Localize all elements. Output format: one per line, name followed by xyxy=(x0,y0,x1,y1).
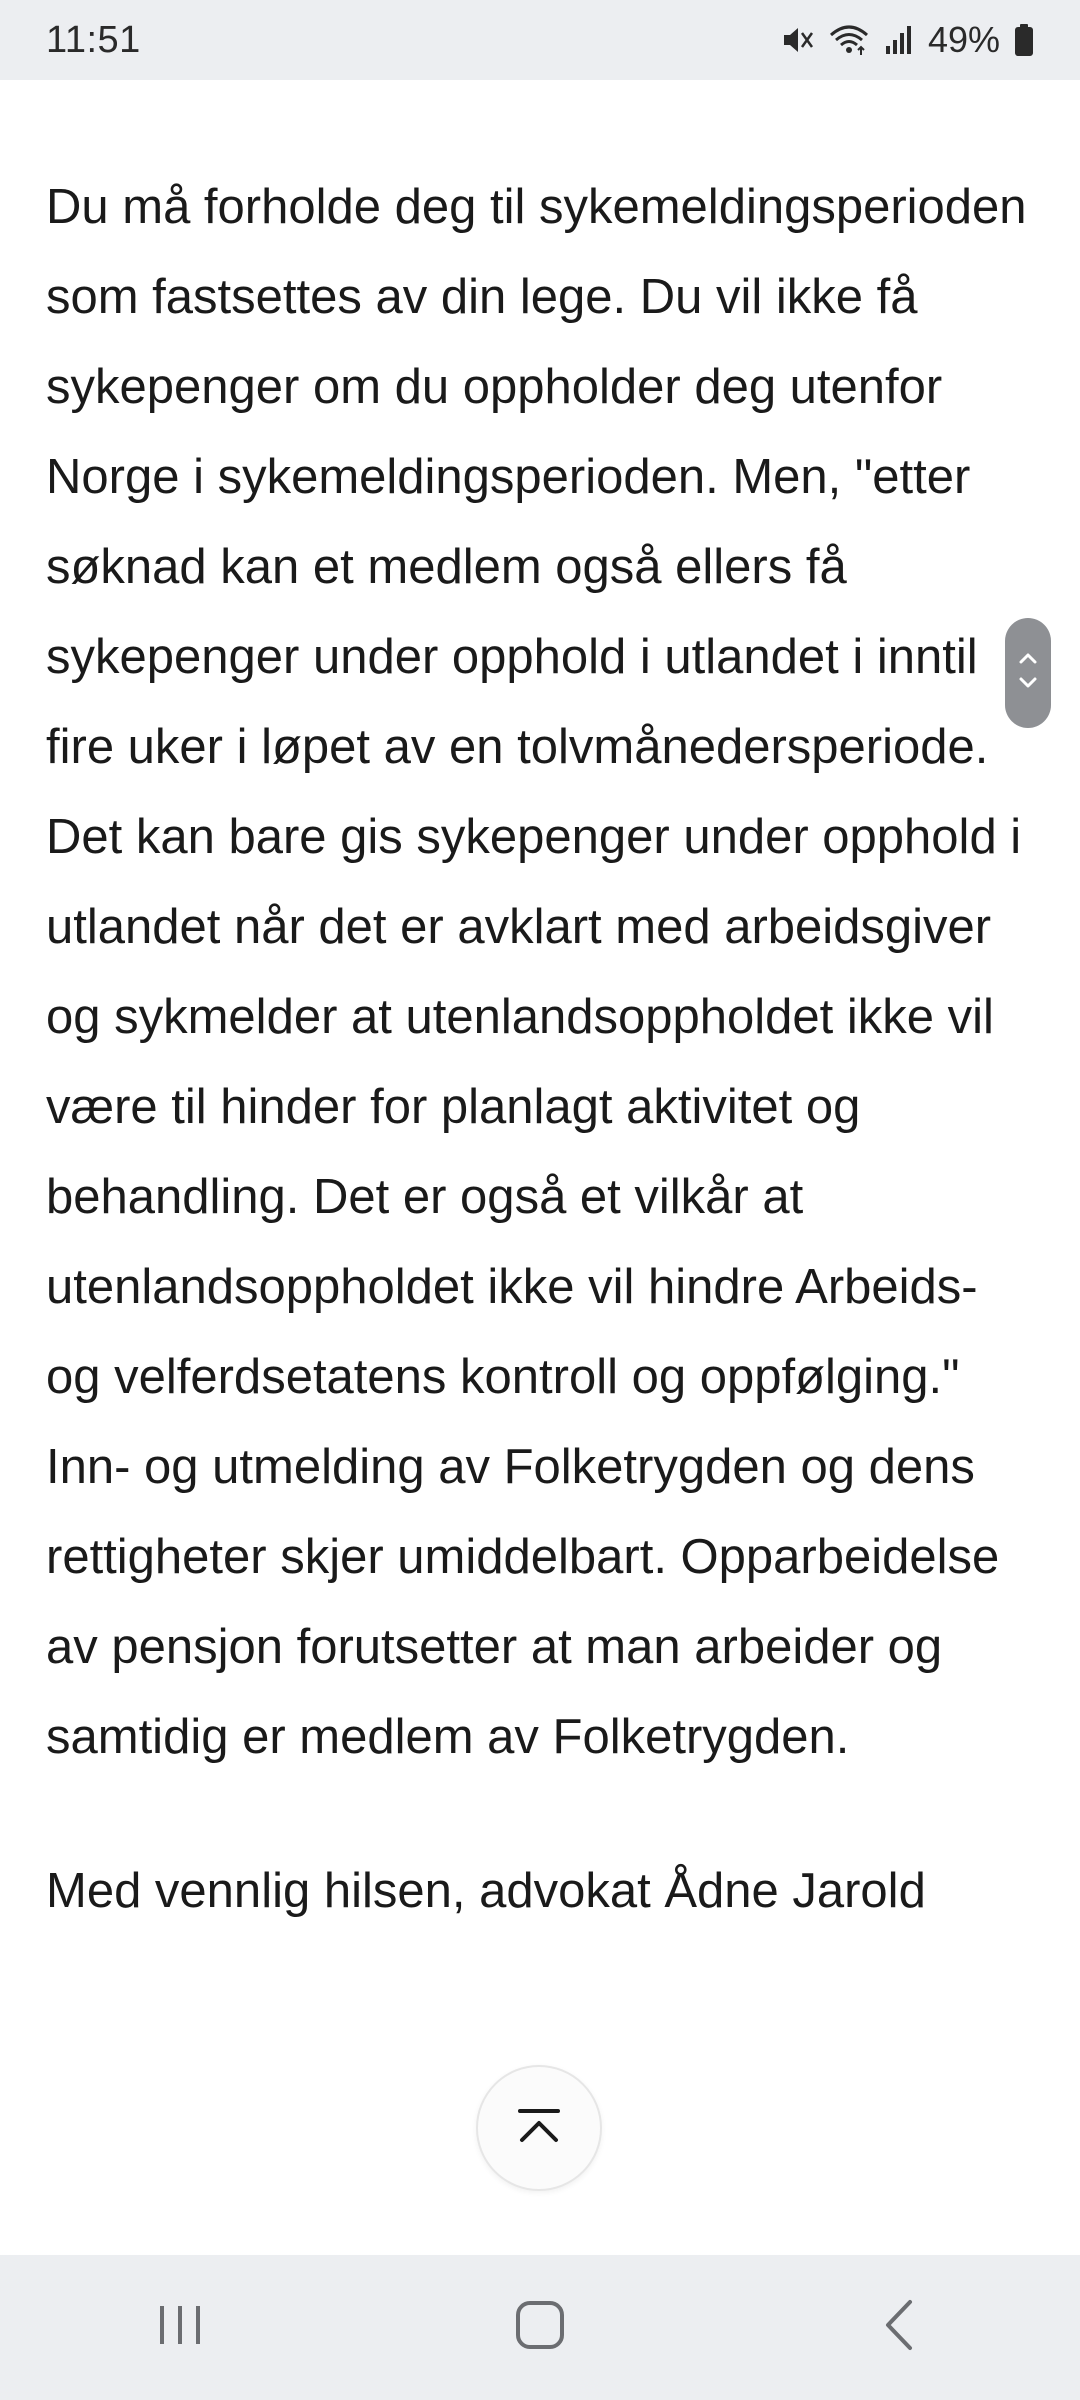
chevron-up-icon xyxy=(1018,651,1038,670)
battery-icon xyxy=(1014,20,1034,60)
home-icon xyxy=(514,2299,566,2356)
message-body xyxy=(46,162,1036,1936)
home-button[interactable] xyxy=(460,2273,620,2383)
battery-percent: 49% xyxy=(927,19,1000,60)
back-icon xyxy=(880,2298,920,2357)
recent-apps-button[interactable] xyxy=(100,2273,260,2383)
status-icons xyxy=(780,19,1034,61)
body-paragraph-2: Inn- og utmelding av Folketrygden og dens rettigheter skjer umiddelbart. Opparbeidelse av pensjon forutsetter at man arbeider og samtidig er medlem av Folketrygden. xyxy=(46,1440,1000,1764)
body-paragraph-3: Med vennlig hilsen, advokat Ådne Jarold xyxy=(46,1864,926,1918)
navigation-bar xyxy=(0,2255,1080,2400)
chevron-down-icon xyxy=(1018,676,1038,695)
mute-icon xyxy=(780,20,814,60)
body-paragraph-1: Du må forholde deg til sykemeldingsperioden som fastsettes av din lege. Du vil ikke få sykepenger om du oppholder deg utenfor Norge i sykemeldingsperioden. Men, "etter søknad kan et medlem også ellers få sykepenger under opphold i utlandet i inntil fire uker i løpet av en tolvmånedersperiode. Det kan bare gis sykepenger under opphold i utlandet når det er avklart med arbeidsgiver og sykmelder at utenlandsoppholdet ikke vil være til hinder for planlagt aktivitet og behandling. Det er også et vilkår at utenlandsoppholdet ikke vil hindre Arbeids- og velferdsetatens kontroll og oppfølging." xyxy=(46,180,1027,1404)
message-content[interactable] xyxy=(0,80,1080,2255)
recent-apps-icon xyxy=(154,2302,206,2353)
paragraph-spacer xyxy=(46,1782,1036,1846)
status-time: 11:51 xyxy=(46,18,141,61)
wifi-icon xyxy=(828,20,870,60)
signal-icon xyxy=(884,20,914,60)
back-button[interactable] xyxy=(820,2273,980,2383)
scroll-to-top-icon xyxy=(516,2106,562,2151)
fast-scroll-handle[interactable] xyxy=(1005,618,1051,728)
status-bar xyxy=(0,0,1080,80)
scroll-to-top-button[interactable] xyxy=(476,2065,602,2191)
